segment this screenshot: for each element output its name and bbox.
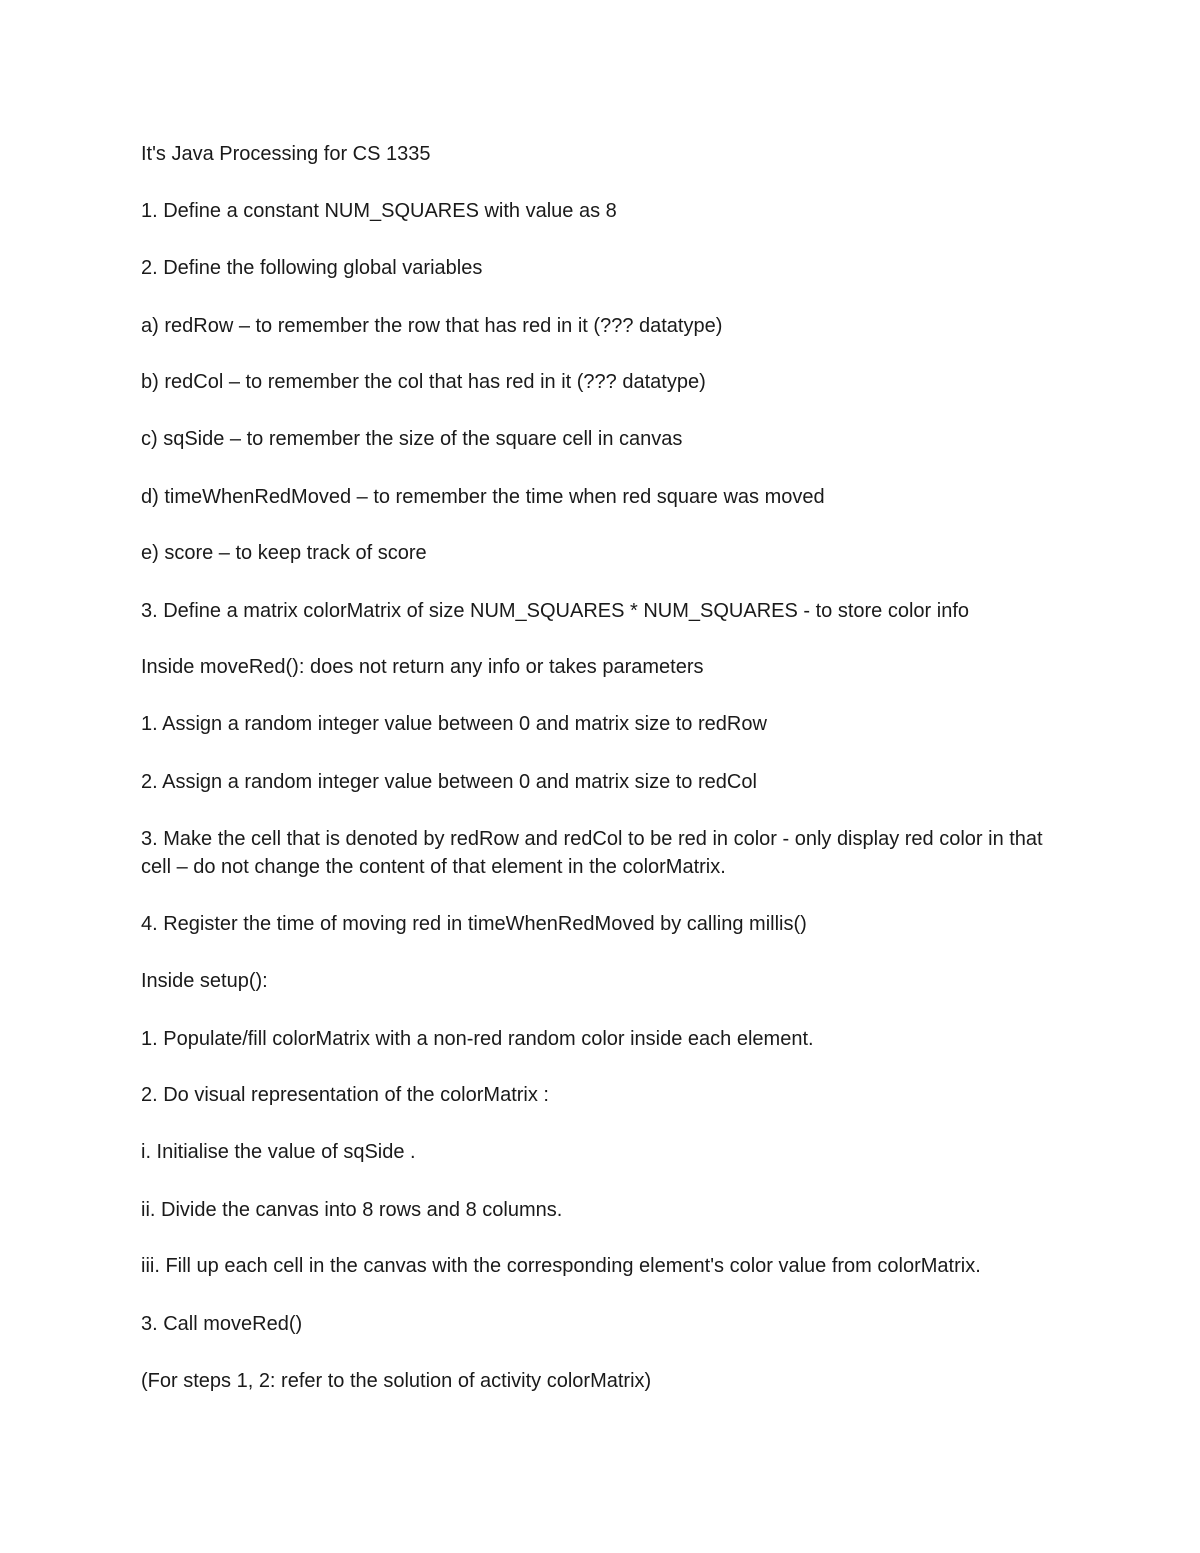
moveRed-step-1: 1. Assign a random integer value between 0 and matrix size to redRow <box>141 713 767 735</box>
globals-step-2: 2. Define the following global variables <box>141 257 483 279</box>
setup-heading: Inside setup(): <box>141 970 268 992</box>
setup-substep-i: i. Initialise the value of sqSide . <box>141 1141 416 1163</box>
setup-step-3: 3. Call moveRed() <box>141 1313 303 1335</box>
setup-substep-ii: ii. Divide the canvas into 8 rows and 8 columns. <box>141 1199 563 1221</box>
moveRed-step-3: 3. Make the cell that is denoted by redRow and redCol to be red in color - only display red color in that cell – do not change the content of that element in the colorMatrix. <box>141 828 1043 878</box>
moveRed-step-2: 2. Assign a random integer value between 0 and matrix size to redCol <box>141 771 757 793</box>
globals-step-1: 1. Define a constant NUM_SQUARES with value as 8 <box>141 200 617 222</box>
moveRed-heading: Inside moveRed(): does not return any info or takes parameters <box>141 656 704 678</box>
document-title: It's Java Processing for CS 1335 <box>141 143 431 165</box>
global-var-sqside: c) sqSide – to remember the size of the square cell in canvas <box>141 428 683 450</box>
global-var-redrow: a) redRow – to remember the row that has red in it (??? datatype) <box>141 315 723 337</box>
global-var-redcol: b) redCol – to remember the col that has red in it (??? datatype) <box>141 371 706 393</box>
setup-substep-iii: iii. Fill up each cell in the canvas with the corresponding element's color value from colorMatrix. <box>141 1255 981 1277</box>
global-var-timewhenredmoved: d) timeWhenRedMoved – to remember the time when red square was moved <box>141 486 825 508</box>
global-var-score: e) score – to keep track of score <box>141 542 427 564</box>
globals-step-3: 3. Define a matrix colorMatrix of size NUM_SQUARES * NUM_SQUARES - to store color info <box>141 600 970 622</box>
setup-note: (For steps 1, 2: refer to the solution of activity colorMatrix) <box>141 1370 652 1392</box>
setup-step-1: 1. Populate/fill colorMatrix with a non-red random color inside each element. <box>141 1028 814 1050</box>
moveRed-step-4: 4. Register the time of moving red in timeWhenRedMoved by calling millis() <box>141 913 807 935</box>
setup-step-2: 2. Do visual representation of the colorMatrix : <box>141 1084 549 1106</box>
